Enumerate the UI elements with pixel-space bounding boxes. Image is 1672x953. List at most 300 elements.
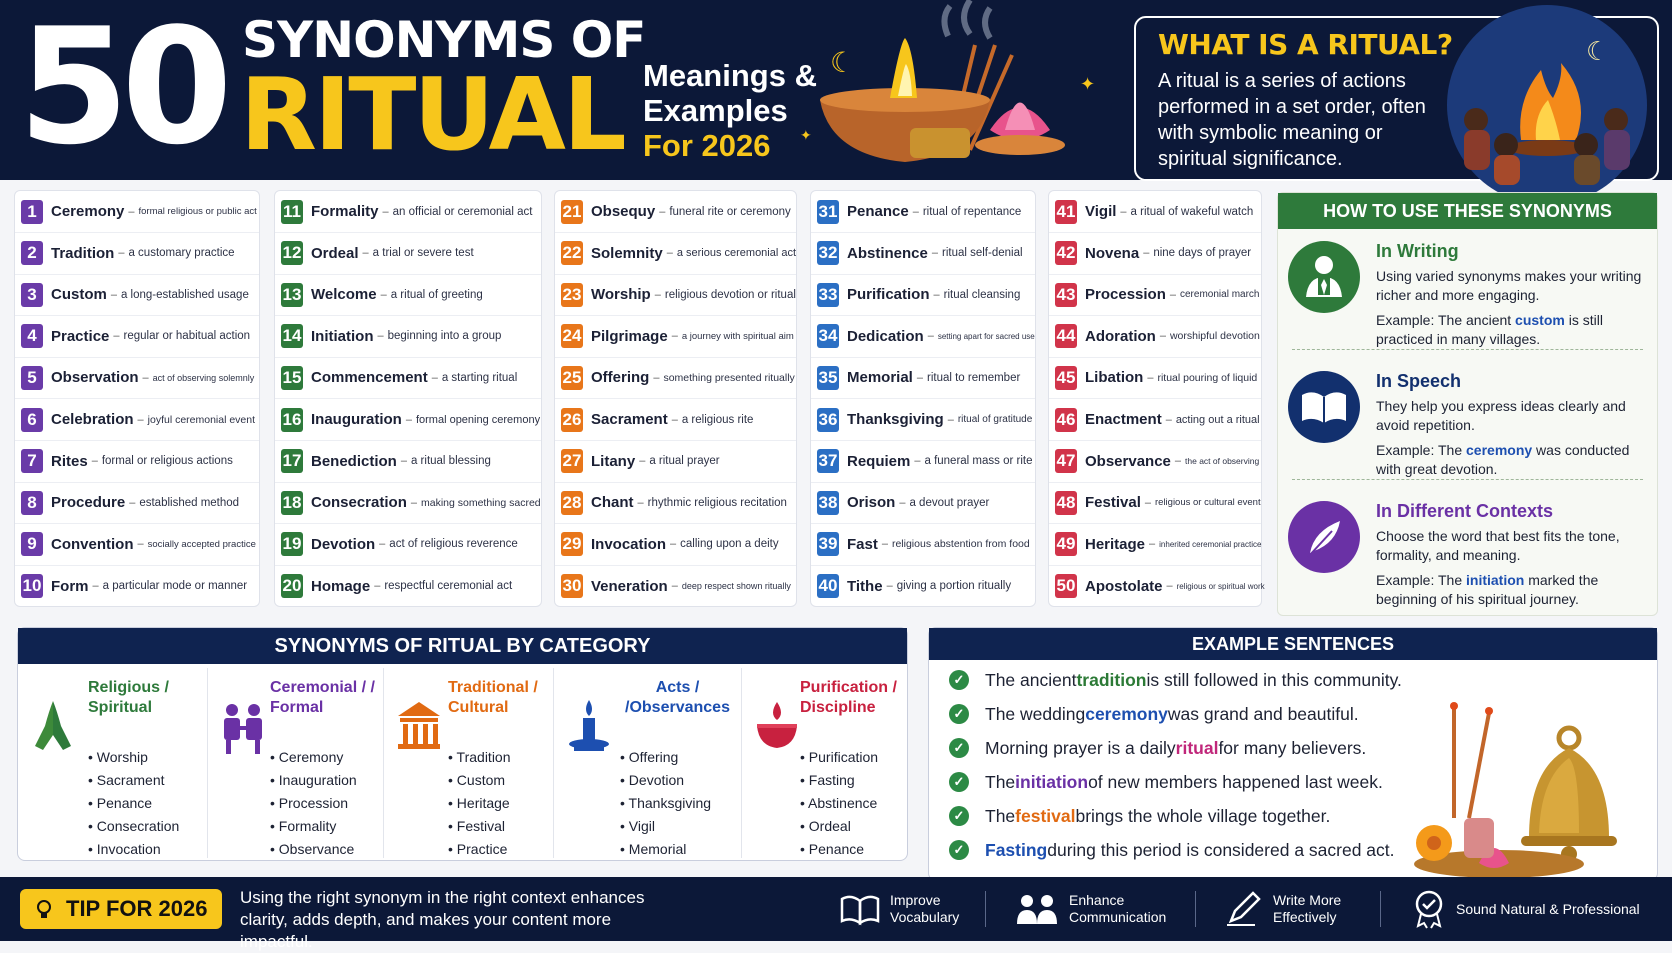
dash-separator: – xyxy=(1144,496,1151,509)
category-list-traditional xyxy=(448,746,511,861)
synonym-number: 32 xyxy=(817,241,839,265)
synonym-number: 5 xyxy=(21,366,43,390)
synonym-word: Observation xyxy=(51,369,139,387)
synonym-row xyxy=(275,399,541,441)
sentence-prefix: The wedding xyxy=(985,703,1086,724)
synonym-meaning: a devout prayer xyxy=(909,496,990,509)
dash-separator: – xyxy=(110,288,117,301)
dash-separator: – xyxy=(931,247,938,260)
sentence-highlight: ceremony xyxy=(1085,703,1168,724)
synonym-number: 11 xyxy=(281,200,303,224)
synonym-number: 38 xyxy=(817,491,839,515)
synonym-meaning: a serious ceremonial act xyxy=(676,247,797,260)
example-highlight: ceremony xyxy=(1466,442,1533,458)
dash-separator: – xyxy=(137,538,144,551)
check-icon: ✓ xyxy=(949,772,969,792)
synonym-column-5 xyxy=(1048,190,1265,607)
howto-desc-writing: Using varied synonyms makes your writing richer and more engaging. xyxy=(1376,268,1642,303)
example-sentence xyxy=(949,767,1383,797)
dash-separator: – xyxy=(639,455,646,468)
synonym-row xyxy=(15,482,259,524)
synonym-word: Festival xyxy=(1085,494,1141,512)
synonym-row xyxy=(275,441,541,483)
synonym-number: 13 xyxy=(281,283,303,307)
synonym-word: Orison xyxy=(847,494,896,512)
synonym-word: Apostolate xyxy=(1085,577,1163,595)
footer-item-write xyxy=(1225,889,1375,929)
synonym-number: 47 xyxy=(1055,449,1077,473)
dash-separator: – xyxy=(659,205,666,218)
dash-separator: – xyxy=(380,288,387,301)
dash-separator: – xyxy=(927,330,934,343)
dash-separator: – xyxy=(405,413,412,426)
ritual-box-title: WHAT IS A RITUAL? xyxy=(1158,28,1453,61)
sentence-highlight: Fasting xyxy=(985,839,1048,860)
category-acts xyxy=(554,668,742,858)
synonym-number: 21 xyxy=(561,200,583,224)
category-list-religious xyxy=(88,746,179,861)
synonym-number: 29 xyxy=(561,532,583,556)
howto-title-contexts: In Different Contexts xyxy=(1376,501,1554,521)
synonym-meaning: a ritual of greeting xyxy=(390,288,483,301)
synonym-row xyxy=(555,191,796,233)
synonym-meaning: a journey with spiritual aim xyxy=(681,330,794,342)
example-highlight: initiation xyxy=(1466,572,1525,588)
people-icon xyxy=(218,696,268,756)
dash-separator: – xyxy=(362,247,369,260)
list-item: • Consecration xyxy=(88,815,179,838)
synonym-word: Novena xyxy=(1085,244,1140,262)
synonym-word: Libation xyxy=(1085,369,1144,387)
synonym-meaning: deep respect shown ritually xyxy=(681,581,791,592)
dash-separator: – xyxy=(382,205,389,218)
list-item: • Invocation xyxy=(88,838,179,861)
synonym-meaning: the act of observing xyxy=(1185,456,1260,467)
sentence-highlight: initiation xyxy=(1015,771,1089,792)
example-sentence xyxy=(949,665,1402,695)
synonym-row xyxy=(811,274,1035,316)
synonym-word: Welcome xyxy=(311,286,377,304)
dash-separator: – xyxy=(1147,371,1154,384)
synonym-row xyxy=(811,482,1035,524)
list-item: • Devotion xyxy=(620,769,711,792)
synonym-number: 12 xyxy=(281,241,303,265)
synonym-meaning: ceremonial march xyxy=(1180,289,1260,301)
synonym-number: 44 xyxy=(1055,324,1077,348)
example-prefix: Example: The xyxy=(1376,572,1467,588)
dash-separator: – xyxy=(947,413,954,426)
synonym-number: 34 xyxy=(817,324,839,348)
footer-item-professional xyxy=(1412,889,1652,929)
synonym-number: 19 xyxy=(281,532,303,556)
category-ceremonial xyxy=(208,668,384,858)
oil-lamp-icon xyxy=(800,0,1130,180)
synonym-number: 22 xyxy=(561,241,583,265)
example-prefix: Example: The ancient xyxy=(1376,312,1516,328)
list-item: • Festival xyxy=(448,815,511,838)
example-highlight: custom xyxy=(1515,312,1565,328)
dash-separator: – xyxy=(881,538,888,551)
list-item: • Inauguration xyxy=(270,769,357,792)
synonym-number: 17 xyxy=(281,449,303,473)
synonym-meaning: religious or cultural event xyxy=(1155,497,1261,509)
synonym-word: Vigil xyxy=(1085,203,1117,220)
dash-separator: – xyxy=(137,413,144,426)
synonym-number: 18 xyxy=(281,491,303,515)
dash-separator: – xyxy=(671,580,678,593)
synonym-column-2 xyxy=(274,190,542,607)
synonym-word: Celebration xyxy=(51,411,134,428)
footer-item-label: Write More Effectively xyxy=(1273,892,1342,925)
synonym-meaning: worshipful devotion xyxy=(1169,330,1260,343)
synonym-meaning: rhythmic religious recitation xyxy=(647,496,787,509)
dash-separator: – xyxy=(654,288,661,301)
example-sentences-title: EXAMPLE SENTENCES xyxy=(929,628,1657,660)
synonym-meaning: religious or spiritual work xyxy=(1176,581,1265,591)
synonym-number: 43 xyxy=(1055,283,1077,307)
synonym-meaning: acting out a ritual xyxy=(1175,413,1260,426)
synonym-row xyxy=(1049,357,1261,399)
synonym-word: Litany xyxy=(591,452,636,470)
svg-text:☾: ☾ xyxy=(1586,36,1610,66)
synonym-word: Offering xyxy=(591,369,650,387)
synonym-row xyxy=(15,524,259,566)
dash-separator: – xyxy=(118,247,125,260)
synonym-row xyxy=(15,316,259,358)
synonym-word: Homage xyxy=(311,577,371,595)
example-sentence xyxy=(949,801,1330,831)
synonym-number: 26 xyxy=(561,408,583,432)
synonym-number: 36 xyxy=(817,408,839,432)
howto-example-writing xyxy=(1376,311,1651,349)
how-to-use-panel xyxy=(1277,192,1658,616)
dash-separator: – xyxy=(666,247,673,260)
sentence-suffix: for many believers. xyxy=(1218,737,1367,758)
footer-item-label: Enhance Communication xyxy=(1069,892,1167,925)
synonym-number: 31 xyxy=(817,200,839,224)
divider xyxy=(1292,349,1643,350)
synonym-row xyxy=(1049,482,1261,524)
synonym-number: 37 xyxy=(817,449,839,473)
example-prefix: Example: The xyxy=(1376,442,1467,458)
sentence-suffix: of new members happened last week. xyxy=(1088,771,1383,792)
synonym-word: Inauguration xyxy=(311,411,402,428)
synonym-row xyxy=(555,524,796,566)
synonym-meaning: act of observing solemnly xyxy=(152,372,255,383)
list-item: • Penance xyxy=(88,792,179,815)
synonym-meaning: setting apart for sacred use xyxy=(937,331,1035,341)
synonym-row xyxy=(15,191,259,233)
synonym-number: 39 xyxy=(817,532,839,556)
synonym-meaning: respectful ceremonial act xyxy=(384,580,513,593)
sentence-highlight: ritual xyxy=(1175,737,1219,758)
synonym-number: 23 xyxy=(561,283,583,307)
synonym-row xyxy=(15,233,259,275)
list-item: • Thanksgiving xyxy=(620,792,711,815)
synonym-word: Benediction xyxy=(311,452,397,470)
synonym-word: Commencement xyxy=(311,369,428,387)
synonym-word: Consecration xyxy=(311,494,407,512)
synonym-word: Formality xyxy=(311,203,379,220)
synonym-number: 41 xyxy=(1055,200,1077,224)
synonym-number: 27 xyxy=(561,449,583,473)
dash-separator: – xyxy=(1166,580,1173,593)
list-item: • Custom xyxy=(448,769,511,792)
dash-separator: – xyxy=(1169,288,1176,301)
synonym-meaning: something presented ritually xyxy=(663,371,795,384)
howto-desc-speech: They help you express ideas clearly and avoid repetition. xyxy=(1376,398,1626,433)
example-sentences-panel xyxy=(928,627,1658,881)
synonym-number: 28 xyxy=(561,491,583,515)
synonym-column-1 xyxy=(14,190,260,607)
dash-separator: – xyxy=(899,496,906,509)
synonym-word: Convention xyxy=(51,535,134,553)
synonym-row xyxy=(555,233,796,275)
synonym-word: Observance xyxy=(1085,452,1171,470)
footer xyxy=(0,877,1672,951)
sentence-highlight: tradition xyxy=(1076,669,1147,690)
candle-icon xyxy=(564,696,614,756)
category-list-ceremonial xyxy=(270,746,357,861)
synonym-word: Chant xyxy=(591,494,634,512)
feather-icon xyxy=(1288,501,1360,573)
header-subtitle xyxy=(643,58,817,163)
bowl-icon xyxy=(752,696,802,756)
synonym-word: Abstinence xyxy=(847,244,928,262)
synonym-word: Thanksgiving xyxy=(847,411,944,428)
synonym-meaning: beginning into a group xyxy=(387,330,502,343)
category-religious xyxy=(18,668,208,858)
book-icon xyxy=(1288,371,1360,443)
subtitle-line3: For 2026 xyxy=(643,128,771,163)
sentence-prefix: Morning prayer is a daily xyxy=(985,737,1176,758)
synonym-word: Tradition xyxy=(51,244,115,262)
synonym-row xyxy=(811,399,1035,441)
synonym-row xyxy=(555,441,796,483)
example-sentence xyxy=(949,835,1395,865)
synonym-row xyxy=(811,233,1035,275)
synonym-row xyxy=(811,565,1035,607)
book-icon xyxy=(840,893,880,925)
dash-separator: – xyxy=(379,538,386,551)
example-suffix: is still practiced in many villages. xyxy=(1376,312,1603,347)
synonym-row xyxy=(275,565,541,607)
synonym-word: Fast xyxy=(847,535,878,553)
list-item: • Purification xyxy=(800,746,878,769)
dash-separator: – xyxy=(91,455,98,468)
synonym-row xyxy=(1049,191,1261,233)
divider xyxy=(1195,891,1196,927)
divider xyxy=(1380,891,1381,927)
dash-separator: – xyxy=(933,288,940,301)
howto-desc-contexts: Choose the word that best fits the tone, formality, and meaning. xyxy=(1376,528,1620,563)
people-icon xyxy=(1015,892,1059,926)
synonym-meaning: ritual cleansing xyxy=(943,288,1021,301)
synonym-number: 2 xyxy=(21,241,43,265)
example-sentence xyxy=(949,699,1359,729)
synonym-word: Heritage xyxy=(1085,535,1146,553)
dash-separator: – xyxy=(377,330,384,343)
synonym-meaning: act of religious reverence xyxy=(389,538,518,551)
synonym-word: Enactment xyxy=(1085,411,1162,428)
synonym-word: Requiem xyxy=(847,452,911,470)
dash-separator: – xyxy=(1149,538,1156,551)
sentence-highlight: festival xyxy=(1015,805,1076,826)
footer-item-label: Improve Vocabulary xyxy=(890,892,960,925)
synonym-meaning: ritual self-denial xyxy=(941,247,1023,260)
list-item: • Worship xyxy=(88,746,179,769)
synonym-number: 48 xyxy=(1055,491,1077,515)
what-is-ritual-box xyxy=(1134,16,1659,181)
header-title-line1: SYNONYMS OF xyxy=(242,11,646,69)
synonym-row xyxy=(275,357,541,399)
synonym-number: 25 xyxy=(561,366,583,390)
synonym-number: 16 xyxy=(281,408,303,432)
synonym-row xyxy=(1049,316,1261,358)
subtitle-line2: Examples xyxy=(643,93,788,128)
category-title-acts: Acts / /Observances xyxy=(625,679,730,716)
example-suffix: marked the beginning of his spiritual journey. xyxy=(1376,572,1599,607)
synonym-row xyxy=(15,399,259,441)
synonym-meaning: a funeral mass or rite xyxy=(924,455,1033,468)
synonym-number: 3 xyxy=(21,283,43,307)
dash-separator: – xyxy=(1159,330,1166,343)
synonym-word: Solemnity xyxy=(591,244,663,262)
header xyxy=(0,0,1672,180)
synonym-number: 35 xyxy=(817,366,839,390)
synonym-meaning: joyful ceremonial event xyxy=(147,413,256,426)
howto-section-contexts xyxy=(1278,489,1657,619)
synonym-row xyxy=(811,191,1035,233)
temple-icon xyxy=(394,696,444,756)
synonym-number: 10 xyxy=(21,574,43,598)
synonym-word: Ceremony xyxy=(51,203,125,220)
list-item: • Heritage xyxy=(448,792,511,815)
check-icon: ✓ xyxy=(949,840,969,860)
synonym-row xyxy=(555,565,796,607)
dash-separator: – xyxy=(670,538,677,551)
how-to-use-title: HOW TO USE THESE SYNONYMS xyxy=(1278,193,1657,229)
category-title-ceremonial: Ceremonial / / Formal xyxy=(270,679,375,716)
synonym-column-4 xyxy=(810,190,1036,607)
synonym-meaning: calling upon a deity xyxy=(680,538,779,551)
synonym-row xyxy=(1049,274,1261,316)
synonym-number: 40 xyxy=(817,574,839,598)
dash-separator: – xyxy=(400,455,407,468)
dash-separator: – xyxy=(1174,455,1182,468)
check-icon: ✓ xyxy=(949,738,969,758)
divider xyxy=(985,891,986,927)
synonym-row xyxy=(811,316,1035,358)
synonym-row xyxy=(275,191,541,233)
header-title-line2: RITUAL xyxy=(240,56,624,173)
synonym-meaning: ritual of gratitude xyxy=(957,414,1033,425)
synonym-row xyxy=(811,441,1035,483)
tip-label: TIP FOR 2026 xyxy=(66,896,208,921)
svg-text:✦: ✦ xyxy=(800,127,812,143)
synonym-number: 45 xyxy=(1055,366,1077,390)
synonym-word: Purification xyxy=(847,286,930,304)
synonym-number: 9 xyxy=(21,532,43,556)
dash-separator: – xyxy=(129,496,136,509)
dash-separator: – xyxy=(912,205,919,218)
example-sentence xyxy=(949,733,1366,763)
synonym-word: Custom xyxy=(51,286,107,304)
sentence-prefix: The xyxy=(985,805,1016,826)
synonym-word: Devotion xyxy=(311,535,376,553)
synonym-row xyxy=(1049,399,1261,441)
synonym-meaning: nine days of prayer xyxy=(1153,247,1252,260)
lightbulb-icon xyxy=(32,897,56,921)
svg-text:☾: ☾ xyxy=(830,47,856,78)
synonym-word: Initiation xyxy=(311,327,374,345)
tip-text: Using the right synonym in the right context enhances clarity, adds depth, and makes your content more impactful. xyxy=(240,888,645,951)
synonym-word: Penance xyxy=(847,203,909,220)
howto-example-speech xyxy=(1376,441,1651,479)
dash-separator: – xyxy=(92,580,99,593)
sentence-prefix: The xyxy=(985,771,1016,792)
sentence-suffix: during this period is considered a sacred act. xyxy=(1047,839,1395,860)
list-item: • Procession xyxy=(270,792,357,815)
synonym-word: Invocation xyxy=(591,535,667,553)
list-item: • Practice xyxy=(448,838,511,861)
synonym-row xyxy=(555,482,796,524)
synonym-row xyxy=(811,524,1035,566)
synonym-number: 50 xyxy=(1055,574,1077,598)
dash-separator: – xyxy=(886,580,893,593)
example-suffix: was conducted with great devotion. xyxy=(1376,442,1630,477)
synonym-meaning: ritual pouring of liquid xyxy=(1157,371,1258,384)
synonym-word: Adoration xyxy=(1085,327,1156,345)
footer-item-communication xyxy=(1015,889,1195,929)
howto-section-speech xyxy=(1278,359,1657,489)
synonym-row xyxy=(555,357,796,399)
howto-title-speech: In Speech xyxy=(1376,371,1462,391)
list-item: • Formality xyxy=(270,815,357,838)
list-item: • Ceremony xyxy=(270,746,357,769)
synonym-row xyxy=(275,482,541,524)
synonym-word: Tithe xyxy=(847,577,883,595)
sentence-suffix: is still followed in this community. xyxy=(1146,669,1402,690)
synonym-number: 15 xyxy=(281,366,303,390)
synonym-number: 14 xyxy=(281,324,303,348)
synonym-number: 24 xyxy=(561,324,583,348)
ritual-box-text: A ritual is a series of actions performed in a set order, often with symbolic meaning or spiritual significance. xyxy=(1158,70,1426,170)
check-icon: ✓ xyxy=(949,704,969,724)
praying-hands-icon xyxy=(28,696,78,756)
dash-separator: – xyxy=(410,496,417,509)
synonym-meaning: making something sacred xyxy=(420,496,541,509)
synonym-number: 1 xyxy=(21,200,43,224)
synonym-row xyxy=(1049,565,1265,607)
synonym-row xyxy=(555,399,796,441)
synonym-meaning: a starting ritual xyxy=(441,371,518,384)
dash-separator: – xyxy=(653,371,660,384)
footer-item-vocabulary xyxy=(840,889,970,929)
sentence-suffix: brings the whole village together. xyxy=(1075,805,1331,826)
synonym-meaning: a ritual blessing xyxy=(410,455,491,468)
synonym-word: Practice xyxy=(51,327,110,345)
synonym-meaning: a ritual prayer xyxy=(649,455,720,468)
list-item: • Observance xyxy=(270,838,357,861)
list-item: • Tradition xyxy=(448,746,511,769)
synonym-number: 6 xyxy=(21,408,43,432)
synonym-meaning: ritual of repentance xyxy=(922,205,1022,218)
synonym-meaning: a particular mode or manner xyxy=(102,580,248,593)
synonym-number: 7 xyxy=(21,449,43,473)
synonym-number: 30 xyxy=(561,574,583,598)
synonym-meaning: an official or ceremonial act xyxy=(392,205,533,218)
